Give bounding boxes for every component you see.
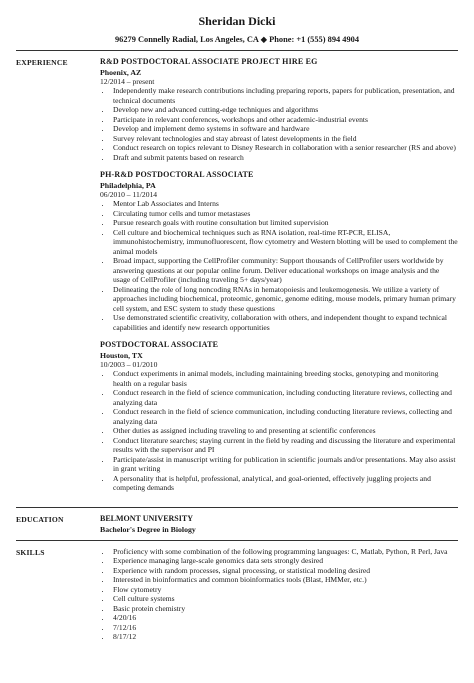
education-section <box>16 514 458 534</box>
job-dates: 06/2010 – 11/2014 <box>100 190 158 199</box>
skills-body <box>100 547 458 642</box>
list-item: • 8/17/12 <box>111 632 458 642</box>
contact-line: 96279 Connelly Radial, Los Angeles, CA ◆ Phone: +1 (555) 894 4904 <box>114 35 360 44</box>
job-entry <box>100 57 458 162</box>
list-item: • Survey relevant technologies and stay abreast of latest developments in the field <box>111 134 458 144</box>
job-title: POSTDOCTORAL ASSOCIATE <box>100 340 219 349</box>
list-item: • Experience managing large-scale genomics data sets strongly desired <box>111 556 458 566</box>
list-item: • Draft and submit patents based on research <box>111 153 458 163</box>
list-item: • A personality that is helpful, professional, analytical, and goal-oriented, effectively juggling projects and competing demands <box>111 474 458 493</box>
list-item: • Conduct experiments in animal models, including maintaining breeding stocks, genotyping and monitoring health on a regular basis <box>111 369 458 388</box>
list-item: • Circulating tumor cells and tumor metastases <box>111 209 458 219</box>
list-item: • Develop and implement demo systems in software and hardware <box>111 124 458 134</box>
list-item: • Proficiency with some combination of the following programming languages: C, Matlab, Python, R Perl, Java <box>111 547 458 557</box>
list-item: • Cell culture systems <box>111 594 458 604</box>
job-location: Phoenix, AZ <box>100 68 142 77</box>
list-item: • Conduct research in the field of science communication, including conducting literature reviews, collecting and analyzing data <box>111 388 458 407</box>
list-item: • Develop new and advanced cutting-edge techniques and algorithms <box>111 105 458 115</box>
list-item: • Participate in relevant conferences, workshops and other academic-industrial events <box>111 115 458 125</box>
list-item: • Broad impact, supporting the CellProfiler community: Support thousands of CellProfiler users worldwide by answering questions at our popular online forum. Deliver educational workshops on image analysis and the usage of CellProfiler (including traveling 5+ days/year) <box>111 256 458 285</box>
list-item: • Other duties as assigned including traveling to and presenting at scientific conferences <box>111 426 458 436</box>
list-item: • Mentor Lab Associates and Interns <box>111 199 458 209</box>
list-item: • Conduct literature searches; staying current in the field by reading and discussing the literature and experimental results with the supervisor and PI <box>111 436 458 455</box>
job-location: Philadelphia, PA <box>100 181 156 190</box>
list-item: • Flow cytometry <box>111 585 458 595</box>
job-title: PH-R&D POSTDOCTORAL ASSOCIATE <box>100 170 254 179</box>
job-bullets <box>100 86 458 162</box>
list-item: • 7/12/16 <box>111 623 458 633</box>
list-item: • Experience with random processes, signal processing, or statistical modeling desired <box>111 566 458 576</box>
school-name: BELMONT UNIVERSITY <box>100 513 193 523</box>
candidate-name: Sheridan Dicki <box>198 14 276 28</box>
list-item: • Delineating the role of long noncoding RNAs in hematopoiesis and leukemogenesis. We utilize a variety of approaches including biochemical, proteomic, genomic, genome editing, mouse models, primary human primary cell system, and ESC system to study these questions <box>111 285 458 314</box>
education-body <box>100 514 458 534</box>
list-item: • Pursue research goals with routine consultation but limited supervision <box>111 218 458 228</box>
header-divider <box>16 50 458 51</box>
list-item: • Use demonstrated scientific creativity, collaboration with others, and independent thought to expand technical capabilities and identify new research opportunities <box>111 313 458 332</box>
list-item: • 4/20/16 <box>111 613 458 623</box>
section-label-skills: SKILLS <box>16 547 45 557</box>
list-item: • Basic protein chemistry <box>111 604 458 614</box>
job-entry <box>100 170 458 332</box>
skills-section <box>16 547 458 642</box>
job-entry <box>100 340 458 493</box>
list-item: • Cell culture and biochemical techniques such as RNA isolation, real-time RT-PCR, ELISA, immunohistochemistry, immunofluorescent, flow cytometry and Western blotting will be used to complement the animal models <box>111 228 458 257</box>
section-divider <box>16 540 458 541</box>
experience-body <box>100 57 458 501</box>
section-label-education: EDUCATION <box>16 514 64 524</box>
section-label-experience: EXPERIENCE <box>16 58 68 67</box>
job-bullets <box>100 199 458 332</box>
section-divider <box>16 507 458 508</box>
list-item: • Conduct research in the field of science communication, including conducting literature reviews, collecting and analyzing data <box>111 407 458 426</box>
list-item: • Independently make research contributions including preparing reports, papers for publication, presentation, and technical documents <box>111 86 458 105</box>
job-bullets <box>100 369 458 493</box>
job-title: R&D POSTDOCTORAL ASSOCIATE PROJECT HIRE EG <box>100 57 318 66</box>
skills-list <box>100 547 458 642</box>
job-location: Houston, TX <box>100 351 143 360</box>
job-dates: 12/2014 – present <box>100 77 155 86</box>
list-item: • Interested in bioinformatics and common bioinformatics tools (Blast, HMMer, etc.) <box>111 575 458 585</box>
experience-section <box>16 57 458 501</box>
list-item: • Conduct research on topics relevant to Disney Research in collaboration with a senior researcher (RS and above) <box>111 143 458 153</box>
job-dates: 10/2003 – 01/2010 <box>100 360 158 369</box>
degree: Bachelor's Degree in Biology <box>100 524 196 534</box>
list-item: • Participate/assist in manuscript writing for publication in scientific journals and/or presentations. May also assist in grant writing <box>111 455 458 474</box>
